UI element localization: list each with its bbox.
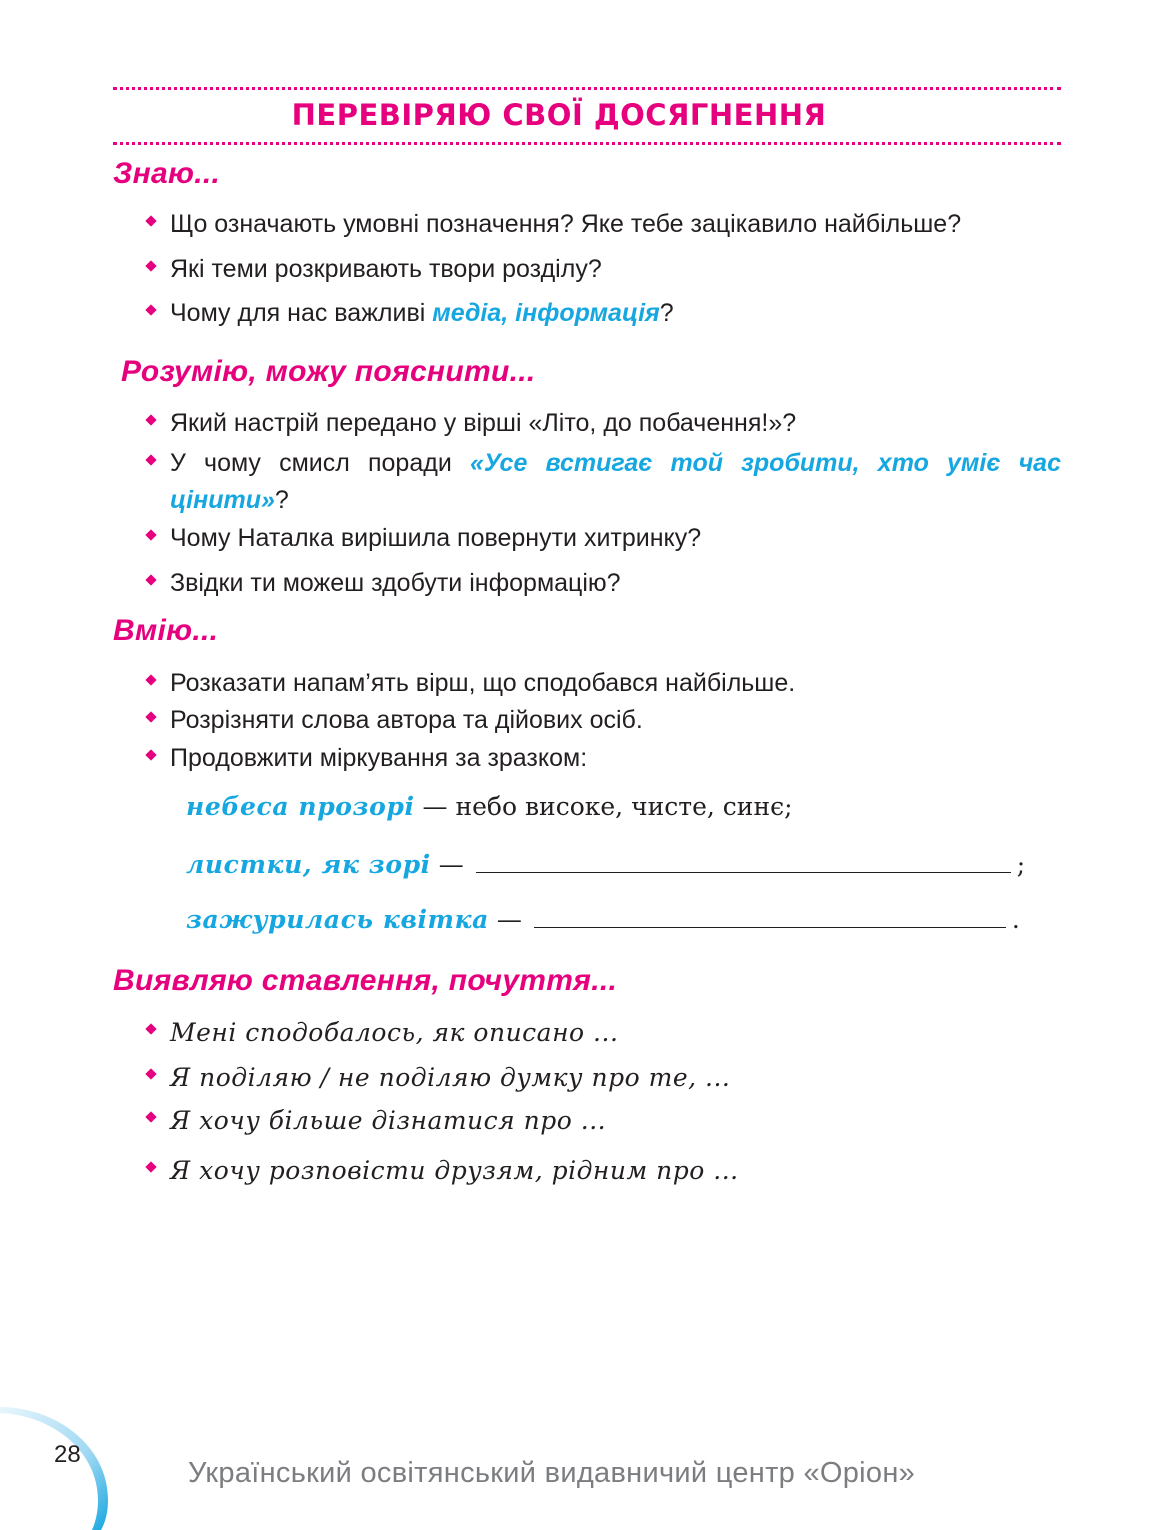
item-text — [147, 295, 1061, 332]
publisher-name: Український освітянський видавничий центр «Оріон» — [188, 1457, 916, 1489]
example-dash: — — [430, 850, 472, 879]
item-text: Розказати напам’ять вірш, що сподобався найбільше. — [170, 669, 796, 697]
list-item — [147, 206, 1061, 243]
list-item — [147, 665, 1061, 702]
item-text-before: У чому смисл поради — [170, 449, 470, 477]
example-key: листки, як зорі — [186, 850, 431, 879]
answer-blank-line[interactable] — [476, 848, 1011, 873]
item-text: Мені сподобалось, як описано ... — [170, 1018, 619, 1047]
section-heading-understand: Розумію, можу пояснити... — [121, 355, 536, 388]
section-heading-feel: Виявляю ставлення, почуття... — [113, 964, 618, 997]
page-title: ПЕРЕВІРЯЮ СВОЇ ДОСЯГНЕННЯ — [291, 98, 827, 132]
example-line — [186, 848, 1025, 879]
item-text: Продовжити міркування за зразком: — [170, 744, 588, 772]
section-heading-know: Знаю... — [113, 157, 221, 190]
item-text-before: Чому для нас важливі — [170, 299, 433, 327]
item-text: Я хочу розповісти друзям, рідним про ... — [170, 1156, 739, 1185]
top-dotted-rule — [113, 87, 1061, 90]
item-text: Звідки ти можеш здобути інформацію? — [170, 569, 621, 597]
example-line — [186, 792, 793, 821]
list-item — [147, 740, 1061, 777]
list-item — [147, 1059, 1061, 1096]
list-item — [147, 520, 1061, 557]
item-text: Чому Наталка вирішила повернути хитринку? — [170, 524, 702, 552]
list-item — [147, 702, 1061, 739]
list-item — [147, 295, 1061, 332]
list-item — [147, 251, 1061, 288]
item-text: Який настрій передано у вірші «Літо, до побачення!»? — [170, 409, 797, 437]
example-key: зажурилась квітка — [186, 905, 489, 934]
answer-blank-line[interactable] — [534, 903, 1006, 928]
list-item — [147, 1014, 1061, 1051]
list-item — [147, 1152, 1061, 1189]
item-text-after: ? — [659, 299, 674, 327]
page-number: 28 — [54, 1441, 81, 1468]
item-text: Які теми розкривають твори розділу? — [170, 255, 602, 283]
item-text: Я хочу більше дізнатися про ... — [170, 1106, 607, 1135]
list-item — [147, 445, 1061, 519]
item-text: Я поділяю / не поділяю думку про те, ... — [170, 1063, 731, 1092]
example-dash: — — [414, 792, 456, 821]
highlight-quote: «Усе встигає той зробити, хто уміє час цінити» — [170, 449, 1061, 514]
list-item — [147, 405, 1061, 442]
example-dash: — — [488, 905, 530, 934]
example-key: небеса прозорі — [186, 792, 415, 821]
highlight-term: медіа, інформація — [432, 299, 660, 327]
item-text: Розрізняти слова автора та дійових осіб. — [170, 706, 643, 734]
section-heading-can: Вмію... — [113, 614, 219, 647]
item-text — [147, 445, 1061, 519]
item-text-after: ? — [274, 486, 289, 514]
example-end-punct: . — [1011, 905, 1020, 934]
example-line — [186, 903, 1020, 934]
list-item — [147, 1102, 1061, 1139]
example-end-punct: ; — [1016, 850, 1026, 879]
item-text: Що означають умовні позначення? Яке тебе зацікавило найбільше? — [170, 210, 962, 238]
example-continuation: небо високе, чисте, синє; — [455, 792, 793, 821]
list-item — [147, 565, 1061, 602]
bottom-dotted-rule — [113, 142, 1061, 145]
